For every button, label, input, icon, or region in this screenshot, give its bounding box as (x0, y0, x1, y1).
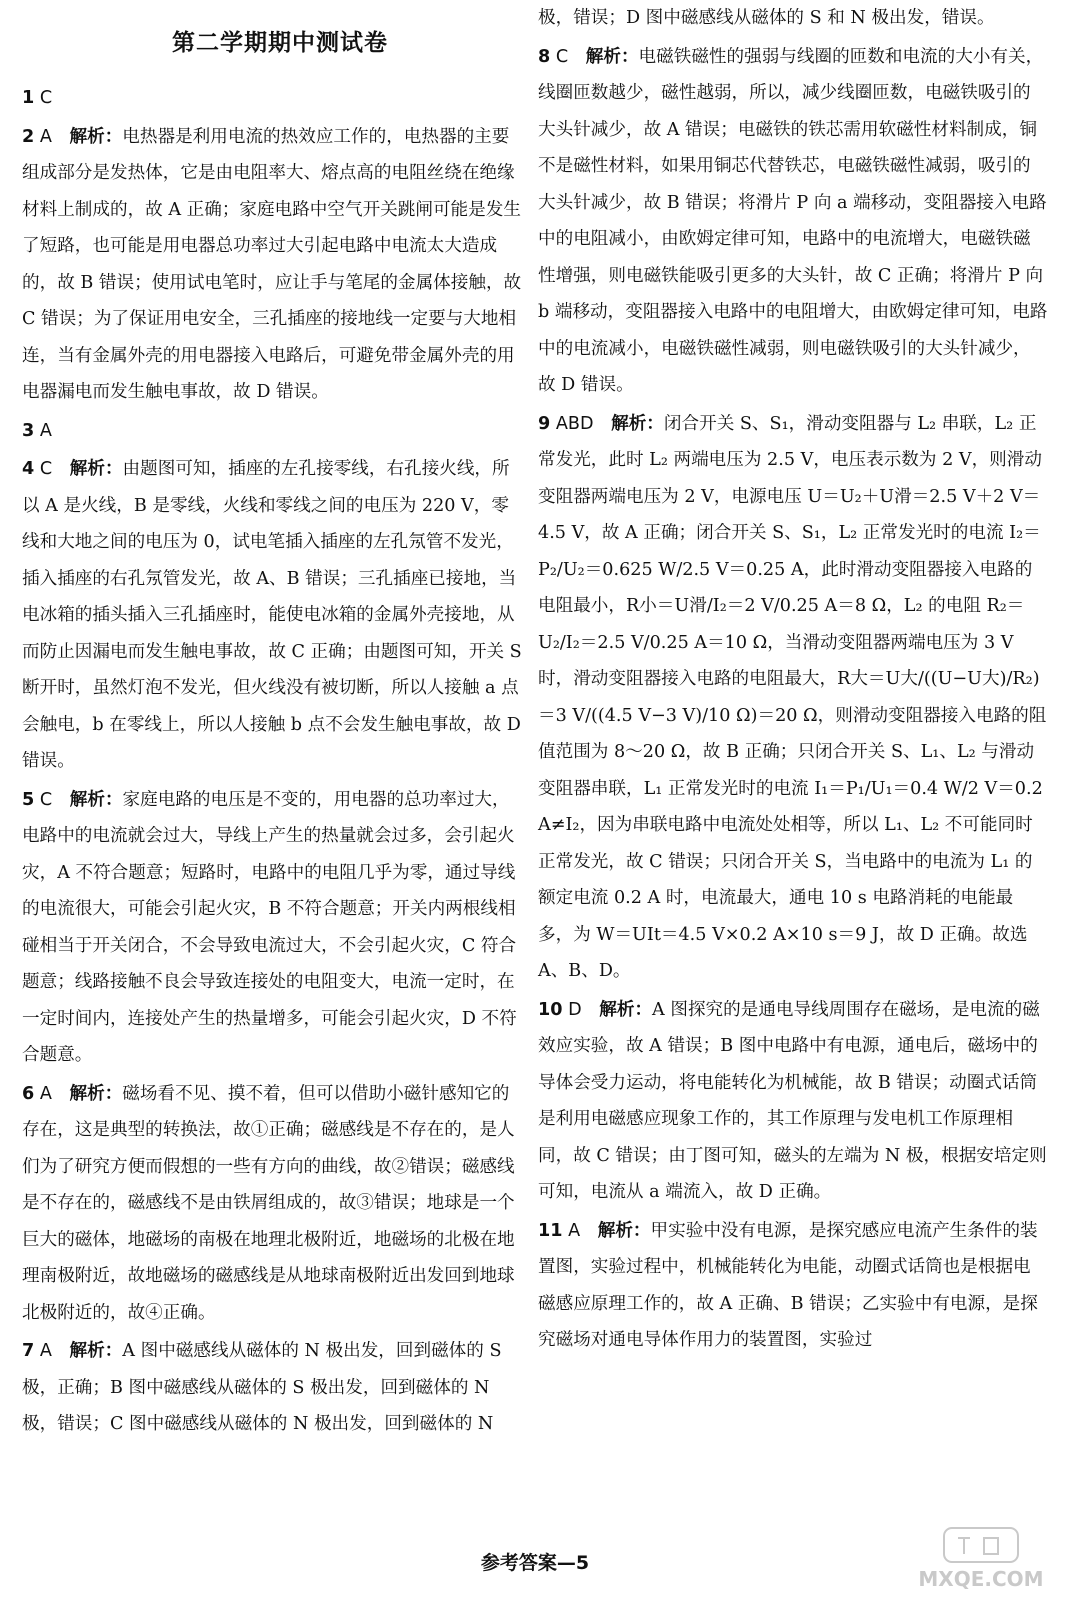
question-number: 2 (22, 126, 35, 147)
question-number: 3 (22, 420, 35, 441)
question-number: 6 (22, 1083, 35, 1104)
answer-choice: A (39, 1083, 52, 1104)
analysis-text: 家庭电路的电压是不变的，用电器的总功率过大，电路中的电流就会过大，导线上产生的热量就会过多，会引起火灾，A 不符合题意；短路时，电路中的电阻几乎为零，通过导线的电流很大，可能会引起火灾，B 不符合题意；开关内两根线相碰相当于开关闭合，不会导致电流过大，不会引起火灾，C 符合题意；线路接触不良会导致连接处的电阻变大，电流一定时，在一定时间内，连接处产生的热量增多，可能会引起火灾，D 不符合题意。 (22, 789, 517, 1065)
answer-item (22, 451, 522, 780)
analysis-label: 解析： (69, 1341, 123, 1361)
analysis-label: 解析： (611, 413, 664, 434)
right-column (538, 0, 1048, 1361)
analysis-label: 解析： (597, 1220, 651, 1241)
answer-item (538, 992, 1048, 1211)
answer-choice: A (39, 1341, 52, 1361)
answer-item (22, 1333, 522, 1443)
left-column (22, 80, 522, 1445)
question-number: 11 (538, 1220, 563, 1241)
analysis-text: 电热器是利用电流的热效应工作的，电热器的主要组成部分是发热体，它是由电阻率大、熔点高的电阻丝绕在绝缘材料上制成的，故 A 正确；家庭电路中空气开关跳闸可能是发生了短路，也可能是用电器总功率过大引起电路中电流太大造成的，故 B 错误；使用试电笔时，应让手与笔尾的金属体接触，故 C 错误；为了保证用电安全，三孔插座的接地线一定要与大地相连，当有金属外壳的用电器接入电路后，可避免带金属外壳的用电器漏电而发生触电事故，故 D 错误。 (22, 126, 522, 402)
answer-choice: A (568, 1220, 581, 1241)
question-number: 9 (538, 413, 551, 434)
page-title: 第二学期期中测试卷 (172, 30, 388, 56)
answer-choice: C (39, 459, 53, 479)
question-number: 10 (538, 999, 563, 1020)
answer-item (538, 39, 1048, 404)
analysis-label: 解析： (69, 126, 123, 147)
analysis-label: 解析： (585, 46, 639, 67)
analysis-label: 解析： (69, 459, 123, 479)
analysis-text: 磁场看不见、摸不着，但可以借助小磁针感知它的存在，这是典型的转换法，故①正确；磁感线是不存在的，是人们为了研究方便而假想的一些有方向的曲线，故②错误；磁感线是不存在的，磁感线不是由铁屑组成的，故③错误；地球是一个巨大的磁体，地磁场的南极在地理北极附近，地磁场的北极在地理南极附近，故地磁场的磁感线是从地球南极附近出发回到地球北极附近的，故④正确。 (22, 1083, 515, 1323)
answer-choice: C (39, 789, 53, 810)
answer-choice: A (39, 420, 52, 441)
answer-item (538, 406, 1048, 990)
answer-item (22, 80, 522, 117)
answer-choice: C (39, 88, 53, 108)
answer-choice: A (39, 126, 52, 147)
answer-item (22, 1076, 522, 1332)
question-number: 4 (22, 459, 35, 479)
analysis-text: 电磁铁磁性的强弱与线圈的匝数和电流的大小有关，线圈匝数越少，磁性越弱，所以，减少线圈匝数，电磁铁吸引的大头针减少，故 A 错误；电磁铁的铁芯需用软磁性材料制成，铜不是磁性材料，如果用铜芯代替铁芯，电磁铁磁性减弱，吸引的大头针减少，故 B 错误；将滑片 P 向 a 端移动，变阻器接入电路中的电阻减小，由欧姆定律可知，电路中的电流增大，电磁铁磁性增强，则电磁铁能吸引更多的大头针，故 C 正确；将滑片 P 向 b 端移动，变阻器接入电路中的电阻增大，由欧姆定律可知，电路中的电流减小，电磁铁磁性减弱，则电磁铁吸引的大头针减少，故 D 错误。 (538, 46, 1048, 395)
question-number: 7 (22, 1341, 35, 1361)
page-footer: 参考答案—5 (480, 1552, 590, 1574)
analysis-text: 由题图可知，插座的左孔接零线，右孔接火线，所以 A 是火线，B 是零线，火线和零线之间的电压为 220 V，零线和大地之间的电压为 0，试电笔插入插座的左孔氖管不发光，插入插座的右孔氖管发光，故 A、B 错误；三孔插座已接地，当电冰箱的插头插入三孔插座时，能使电冰箱的金属外壳接地，从而防止因漏电而发生触电事故，故 C 正确；由题图可知，开关 S 断开时，虽然灯泡不发光，但火线没有被切断，所以人接触 a 点会触电，b 在零线上，所以人接触 b 点不会发生触电事故，故 D 错误。 (22, 459, 522, 771)
analysis-text: A 图探究的是通电导线周围存在磁场，是电流的磁效应实验，故 A 错误；B 图中电路中有电源，通电后，磁场中的导体会受力运动，将电能转化为机械能，故 B 错误；动圈式话筒是利用电磁感应现象工作的，其工作原理与发电机工作原理相同，故 C 错误；由丁图可知，磁头的左端为 N 极，根据安培定则可知，电流从 a 端流入，故 D 正确。 (538, 999, 1047, 1202)
watermark-text: MXQE.COM (918, 1567, 1044, 1591)
answer-item (22, 782, 522, 1074)
question-number: 1 (22, 88, 35, 108)
question-number: 8 (538, 46, 551, 67)
analysis-text: A 图中磁感线从磁体的 N 极出发，回到磁体的 S 极，正确；B 图中磁感线从磁体的 S 极出发，回到磁体的 N 极，错误；C 图中磁感线从磁体的 N 极出发，回到磁体的 N (22, 1341, 502, 1434)
answer-choice: D (568, 999, 582, 1020)
watermark-logo (906, 1524, 1056, 1594)
analysis-label: 解析： (599, 999, 653, 1020)
answer-choice: ABD (555, 413, 594, 434)
analysis-text: 闭合开关 S、S₁，滑动变阻器与 L₂ 串联，L₂ 正常发光，此时 L₂ 两端电压为 2.5 V，电压表示数为 2 V，则滑动变阻器两端电压为 2 V，电源电压 U＝U₂＋U滑＝2.5 V＋2 V＝4.5 V，故 A 正确；闭合开关 S、S₁，L₂ 正常发光时的电流 I₂＝P₂/U₂＝0.625 W/2.5 V＝0.25 A，此时滑动变阻器接入电路的电阻最小，R小＝U滑/I₂＝2 V/0.25 A＝8 Ω，L₂ 的电阻 R₂＝U₂/I₂＝2.5 V/0.25 A＝10 Ω，当滑动变阻器两端电压为 3 V 时，滑动变阻器接入电路的电阻最大，R大＝U大/((U−U大)/R₂)＝3 V/((4.5 V−3 V)/10 Ω)＝20 Ω，则滑动变阻器接入电路的阻值范围为 8～20 Ω，故 B 正确；只闭合开关 S、L₁、L₂ 与滑动变阻器串联，L₁ 正常发光时的电流 I₁＝P₁/U₁＝0.4 W/2 V＝0.2 A≠I₂，因为串联电路中电流处处相等，所以 L₁、L₂ 不可能同时正常发光，故 C 错误；只闭合开关 S，当电路中的电流为 L₁ 的额定电流 0.2 A 时，电流最大，通电 10 s 电路消耗的电能最多，为 W＝UIt＝4.5 V×0.2 A×10 s＝9 J，故 D 正确。故选 A、B、D。 (538, 413, 1047, 981)
analysis-label: 解析： (69, 789, 123, 810)
answer-item (538, 1213, 1048, 1359)
analysis-label: 解析： (69, 1083, 123, 1104)
answer-item (22, 119, 522, 411)
answer-item (22, 413, 522, 450)
answer-item (538, 0, 1048, 37)
analysis-text: 极，错误；D 图中磁感线从磁体的 S 和 N 极出发，错误。 (538, 8, 995, 28)
analysis-text: 甲实验中没有电源，是探究感应电流产生条件的装置图，实验过程中，机械能转化为电能，动圈式话筒也是根据电磁感应原理工作的，故 A 正确、B 错误；乙实验中有电源，是探究磁场对通电导体作用力的装置图，实验过 (538, 1220, 1038, 1350)
answer-choice: C (555, 46, 569, 67)
question-number: 5 (22, 789, 35, 810)
